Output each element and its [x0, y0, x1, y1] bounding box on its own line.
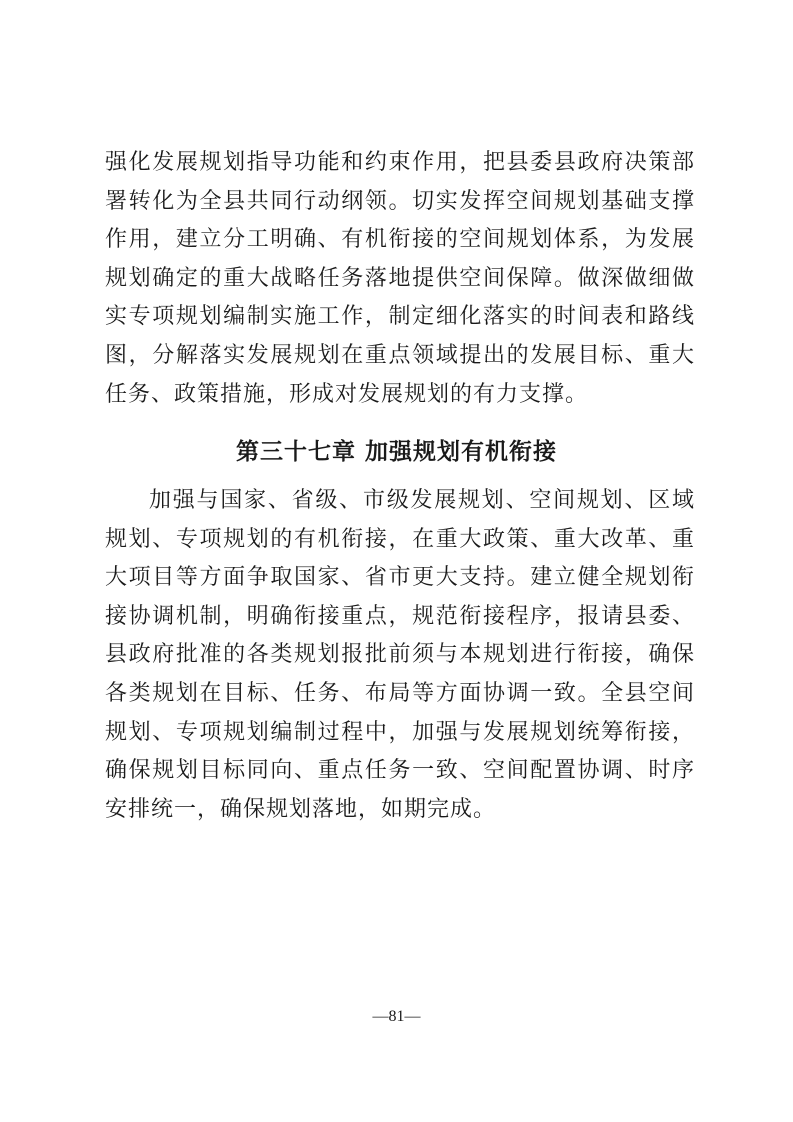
- body-paragraph: 加强与国家、省级、市级发展规划、空间规划、区域规划、专项规划的有机衔接，在重大政策、重大改革、重大项目等方面争取国家、省市更大支持。建立健全规划衔接协调机制，明确衔接重点，规范衔接程序，报请县委、县政府批准的各类规划报批前须与本规划进行衔接，确保各类规划在目标、任务、布局等方面协调一致。全县空间规划、专项规划编制过程中，加强与发展规划统筹衔接，确保规划目标同向、重点任务一致、空间配置协调、时序安排统一，确保规划落地，如期完成。: [105, 488, 695, 822]
- body-paragraph-continued: 强化发展规划指导功能和约束作用，把县委县政府决策部署转化为全县共同行动纲领。切实发挥空间规划基础支撑作用，建立分工明确、有机衔接的空间规划体系，为发展规划确定的重大战略任务落地提供空间保障。做深做细做实专项规划编制实施工作，制定细化落实的时间表和路线图，分解落实发展规划在重点领域提出的发展目标、重大任务、政策措施，形成对发展规划的有力支撑。: [105, 150, 695, 407]
- chapter-title: 第三十七章 加强规划有机衔接: [235, 439, 557, 465]
- page-number: —81—: [372, 1008, 421, 1025]
